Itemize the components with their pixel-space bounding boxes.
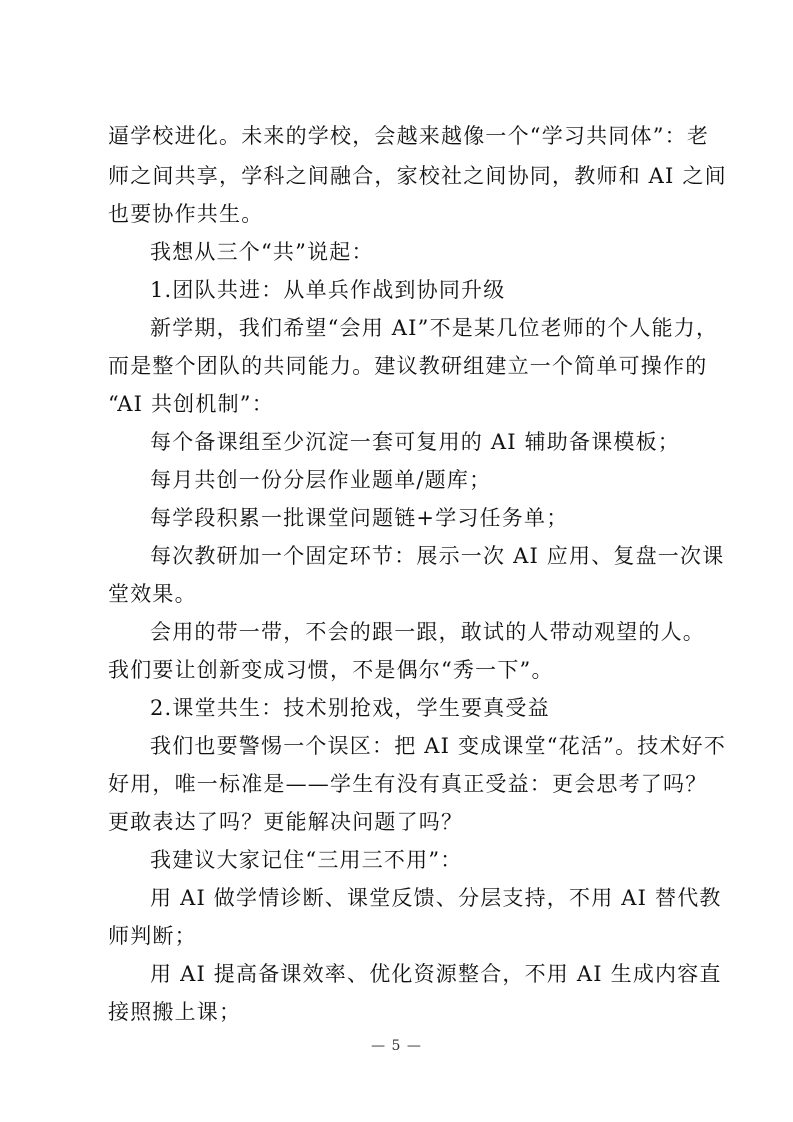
paragraph-line-8: “AI 共创机制”： bbox=[108, 392, 274, 416]
paragraph-line-18: 好用，唯一标准是——学生有没有真正受益：更会思考了吗？ bbox=[108, 772, 708, 796]
paragraph-line-1: 逼学校进化。未来的学校，会越来越像一个“学习共同体”：老 bbox=[108, 124, 710, 148]
paragraph-line-4: 我想从三个“共”说起： bbox=[150, 240, 374, 264]
paragraph-line-14: 会用的带一带，不会的跟一跟，敢试的人带动观望的人。 bbox=[150, 620, 705, 644]
rule-item-1-continued: 师判断； bbox=[108, 924, 197, 948]
paragraph-line-3: 也要协作共生。 bbox=[108, 202, 264, 226]
rule-item-2: 用 AI 提高备课效率、优化资源整合，不用 AI 生成内容直 bbox=[150, 962, 722, 986]
list-item-3: 每学段积累一批课堂问题链+学习任务单； bbox=[150, 506, 569, 530]
paragraph-line-2: 师之间共享，学科之间融合，家校社之间协同，教师和 AI 之间 bbox=[108, 164, 727, 188]
list-item-4-continued: 堂效果。 bbox=[108, 582, 197, 606]
section-heading-2: 2.课堂共生：技术别抢戏，学生要真受益 bbox=[150, 696, 550, 720]
list-item-2: 每月共创一份分层作业题单/题库； bbox=[150, 468, 492, 492]
paragraph-line-15: 我们要让创新变成习惯，不是偶尔“秀一下”。 bbox=[108, 658, 554, 682]
paragraph-line-20: 我建议大家记住“三用三不用”： bbox=[150, 848, 463, 872]
list-item-1: 每个备课组至少沉淀一套可复用的 AI 辅助备课模板； bbox=[150, 430, 681, 454]
section-heading-1: 1.团队共进：从单兵作战到协同升级 bbox=[150, 278, 506, 302]
paragraph-line-19: 更敢表达了吗？更能解决问题了吗？ bbox=[108, 810, 464, 834]
paragraph-line-6: 新学期，我们希望“会用 AI”不是某几位老师的个人能力， bbox=[150, 316, 719, 340]
page-number: — 5 — bbox=[371, 1038, 422, 1054]
list-item-4: 每次教研加一个固定环节：展示一次 AI 应用、复盘一次课 bbox=[150, 544, 725, 568]
paragraph-line-7: 而是整个团队的共同能力。建议教研组建立一个简单可操作的 bbox=[108, 354, 708, 378]
paragraph-line-17: 我们也要警惕一个误区：把 AI 变成课堂“花活”。技术好不 bbox=[150, 734, 727, 758]
rule-item-1: 用 AI 做学情诊断、课堂反馈、分层支持，不用 AI 替代教 bbox=[150, 886, 722, 910]
rule-item-2-continued: 接照搬上课； bbox=[108, 1000, 242, 1024]
